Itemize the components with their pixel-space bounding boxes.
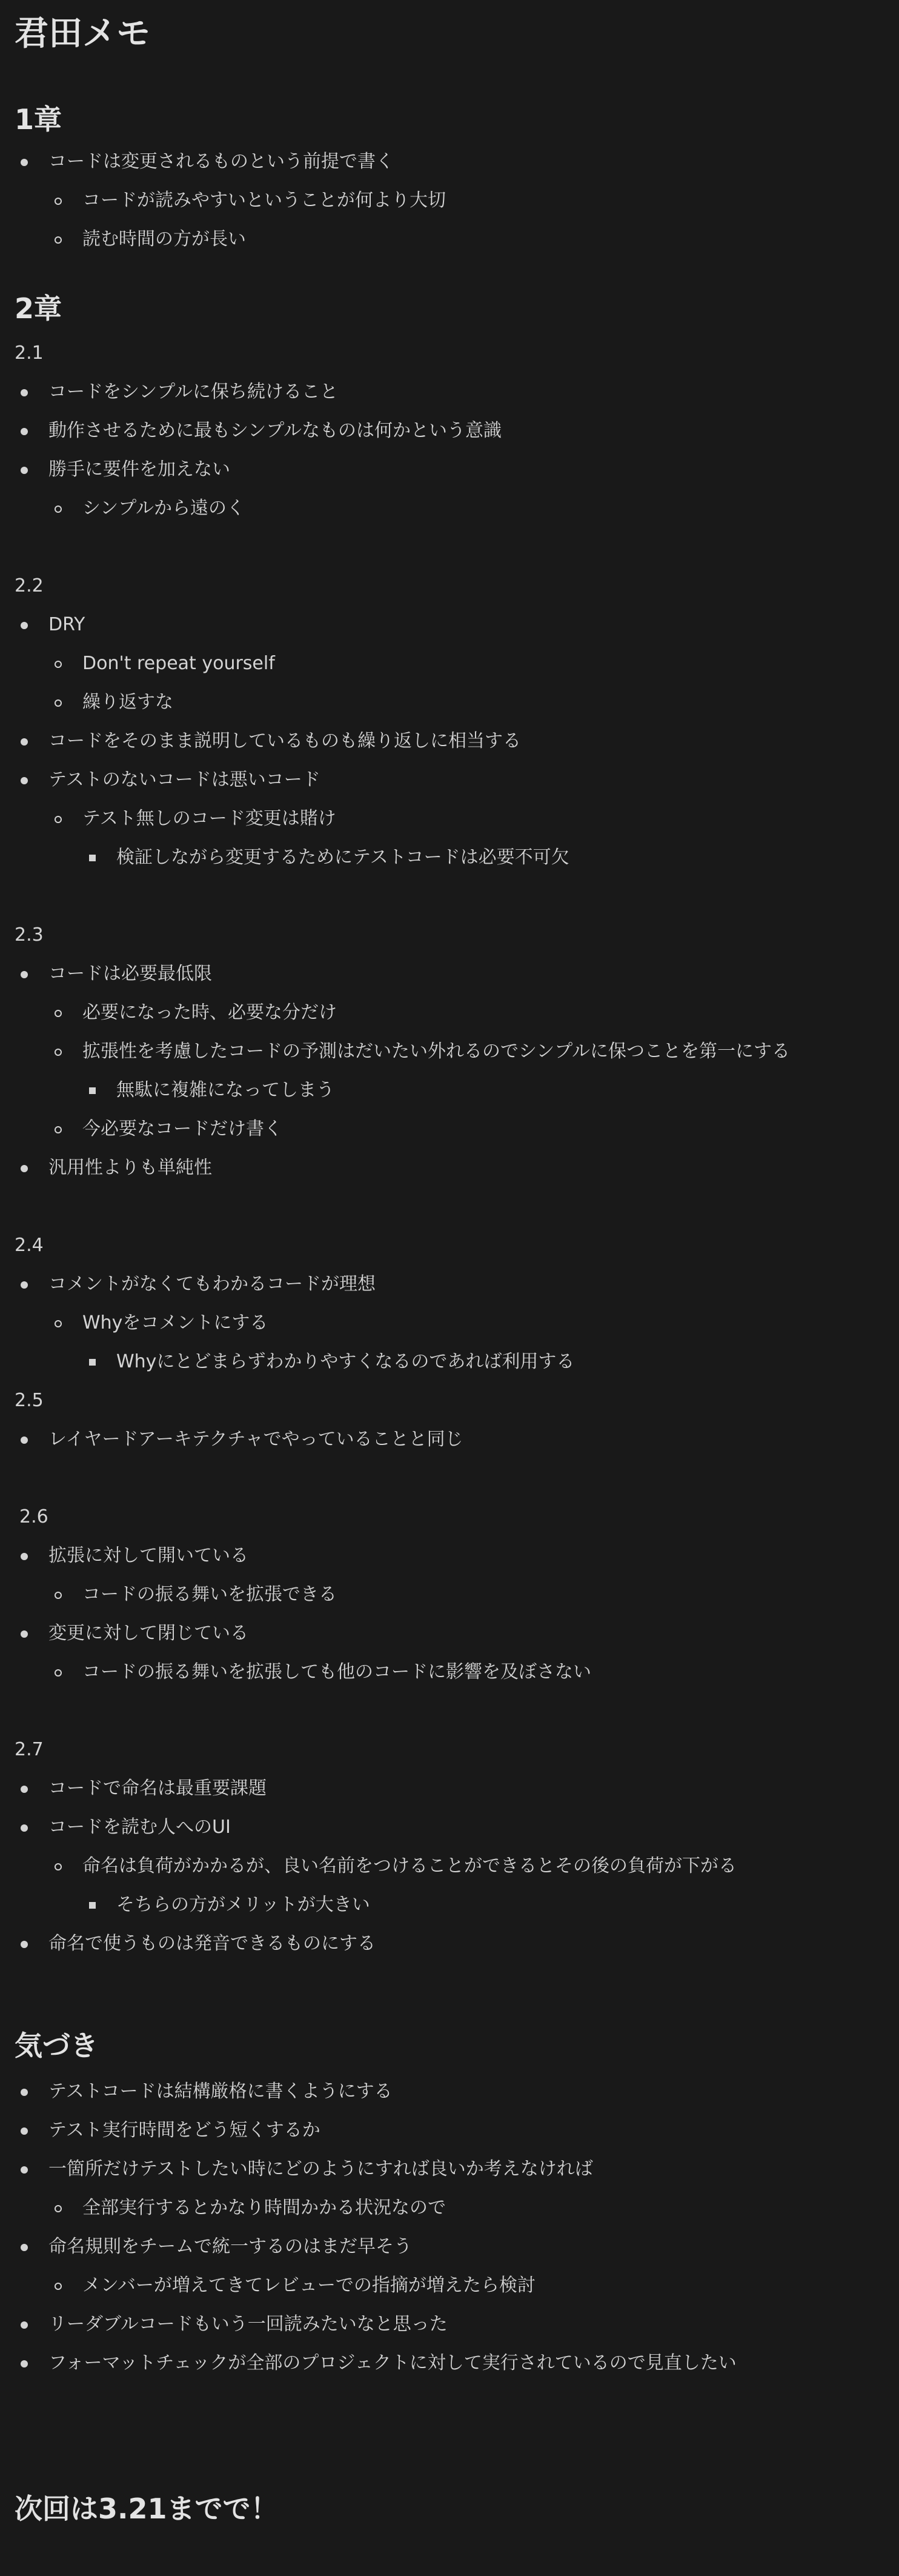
subsection-label-2-2: 2.2 [15, 575, 44, 596]
closing-heading: 次回は3.21までで！ [15, 2492, 279, 2525]
section-heading-ch2: 2章 [15, 292, 62, 325]
subsection-label-2-4: 2.4 [15, 1235, 44, 1256]
bullet-item: 命名規則をチームで統一するのはまだ早そう [48, 2236, 412, 2257]
sub-bullet-item: 拡張性を考慮したコードの予測はだいたい外れるのでシンプルに保つことを第一にする [82, 1041, 791, 1062]
sub-sub-bullet-item: そちらの方がメリットが大きい [116, 1894, 370, 1915]
bullet-item: コードは必要最低限 [48, 963, 212, 984]
bullet-item: コードをシンプルに保ち続けること [48, 381, 339, 402]
sub-bullet-item: コードの振る舞いを拡張できる [82, 1584, 337, 1605]
bullet-item: フォーマットチェックが全部のプロジェクトに対して実行されているので見直したい [48, 2352, 737, 2374]
bullet-item: コードをそのまま説明しているものも繰り返しに相当する [48, 730, 521, 752]
page-title: 君田メモ [15, 14, 150, 53]
sub-bullet-item: Don't repeat yourself [82, 653, 275, 674]
sub-bullet-item: Whyをコメントにする [82, 1312, 268, 1333]
bullet-item: DRY [48, 614, 85, 635]
sub-bullet-item: シンプルから遠のく [82, 498, 245, 519]
sub-bullet-item: 必要になった時、必要な分だけ [82, 1002, 337, 1023]
sub-bullet-item: 繰り返すな [82, 692, 173, 713]
subsection-label-2-5: 2.5 [15, 1390, 44, 1411]
sub-bullet-item: 全部実行するとかなり時間かかる状況なので [82, 2197, 446, 2218]
bullet-item: 拡張に対して開いている [48, 1545, 248, 1566]
bullet-item: リーダブルコードもいう一回読みたいなと思った [48, 2314, 448, 2335]
bullet-item: コメントがなくてもわかるコードが理想 [48, 1273, 376, 1295]
bullet-item: 汎用性よりも単純性 [48, 1157, 212, 1178]
bullet-item: レイヤードアーキテクチャでやっていることと同じ [48, 1429, 463, 1450]
sub-sub-bullet-item: Whyにとどまらずわかりやすくなるのであれば利用する [116, 1351, 575, 1372]
subsection-label-2-6: 2.6 [19, 1506, 48, 1527]
sub-bullet-item: メンバーが増えてきてレビューでの指摘が増えたら検討 [82, 2275, 536, 2296]
bullet-item: テスト実行時間をどう短くするか [48, 2120, 320, 2141]
sub-bullet-item: コードが読みやすいということが何より大切 [82, 190, 446, 211]
subsection-label-2-1: 2.1 [15, 342, 44, 364]
sub-sub-bullet-item: 検証しながら変更するためにテストコードは必要不可欠 [116, 847, 569, 868]
bullet-item: 勝手に要件を加えない [48, 459, 230, 480]
bullet-item: テストのないコードは悪いコード [48, 769, 320, 790]
bullet-item: 動作させるために最もシンプルなものは何かという意識 [48, 420, 502, 441]
sub-bullet-item: 命名は負荷がかかるが、良い名前をつけることができるとその後の負荷が下がる [82, 1855, 737, 1877]
sub-bullet-item: テスト無しのコード変更は賭け [82, 808, 336, 829]
bullet-item: 変更に対して閉じている [48, 1623, 248, 1644]
sub-bullet-item: 今必要なコードだけ書く [82, 1118, 282, 1140]
subsection-label-2-7: 2.7 [15, 1739, 44, 1760]
bullet-item: コードで命名は最重要課題 [48, 1778, 267, 1799]
section-heading-ch1: 1章 [15, 103, 62, 136]
bullet-item: テストコードは結構厳格に書くようにする [48, 2081, 393, 2102]
subsection-label-2-3: 2.3 [15, 924, 44, 946]
sub-bullet-item: 読む時間の方が長い [82, 229, 246, 250]
bullet-item: コードは変更されるものという前提で書く [48, 151, 394, 172]
sub-bullet-item: コードの振る舞いを拡張しても他のコードに影響を及ぼさない [82, 1661, 591, 1683]
bullet-item: 命名で使うものは発音できるものにする [48, 1933, 376, 1954]
section-heading-notes: 気づき [15, 2029, 98, 2062]
bullet-item: コードを読む人へのUI [48, 1817, 231, 1838]
sub-sub-bullet-item: 無駄に複雑になってしまう [116, 1079, 334, 1101]
bullet-item: 一箇所だけテストしたい時にどのようにすれば良いか考えなければ [48, 2158, 593, 2180]
